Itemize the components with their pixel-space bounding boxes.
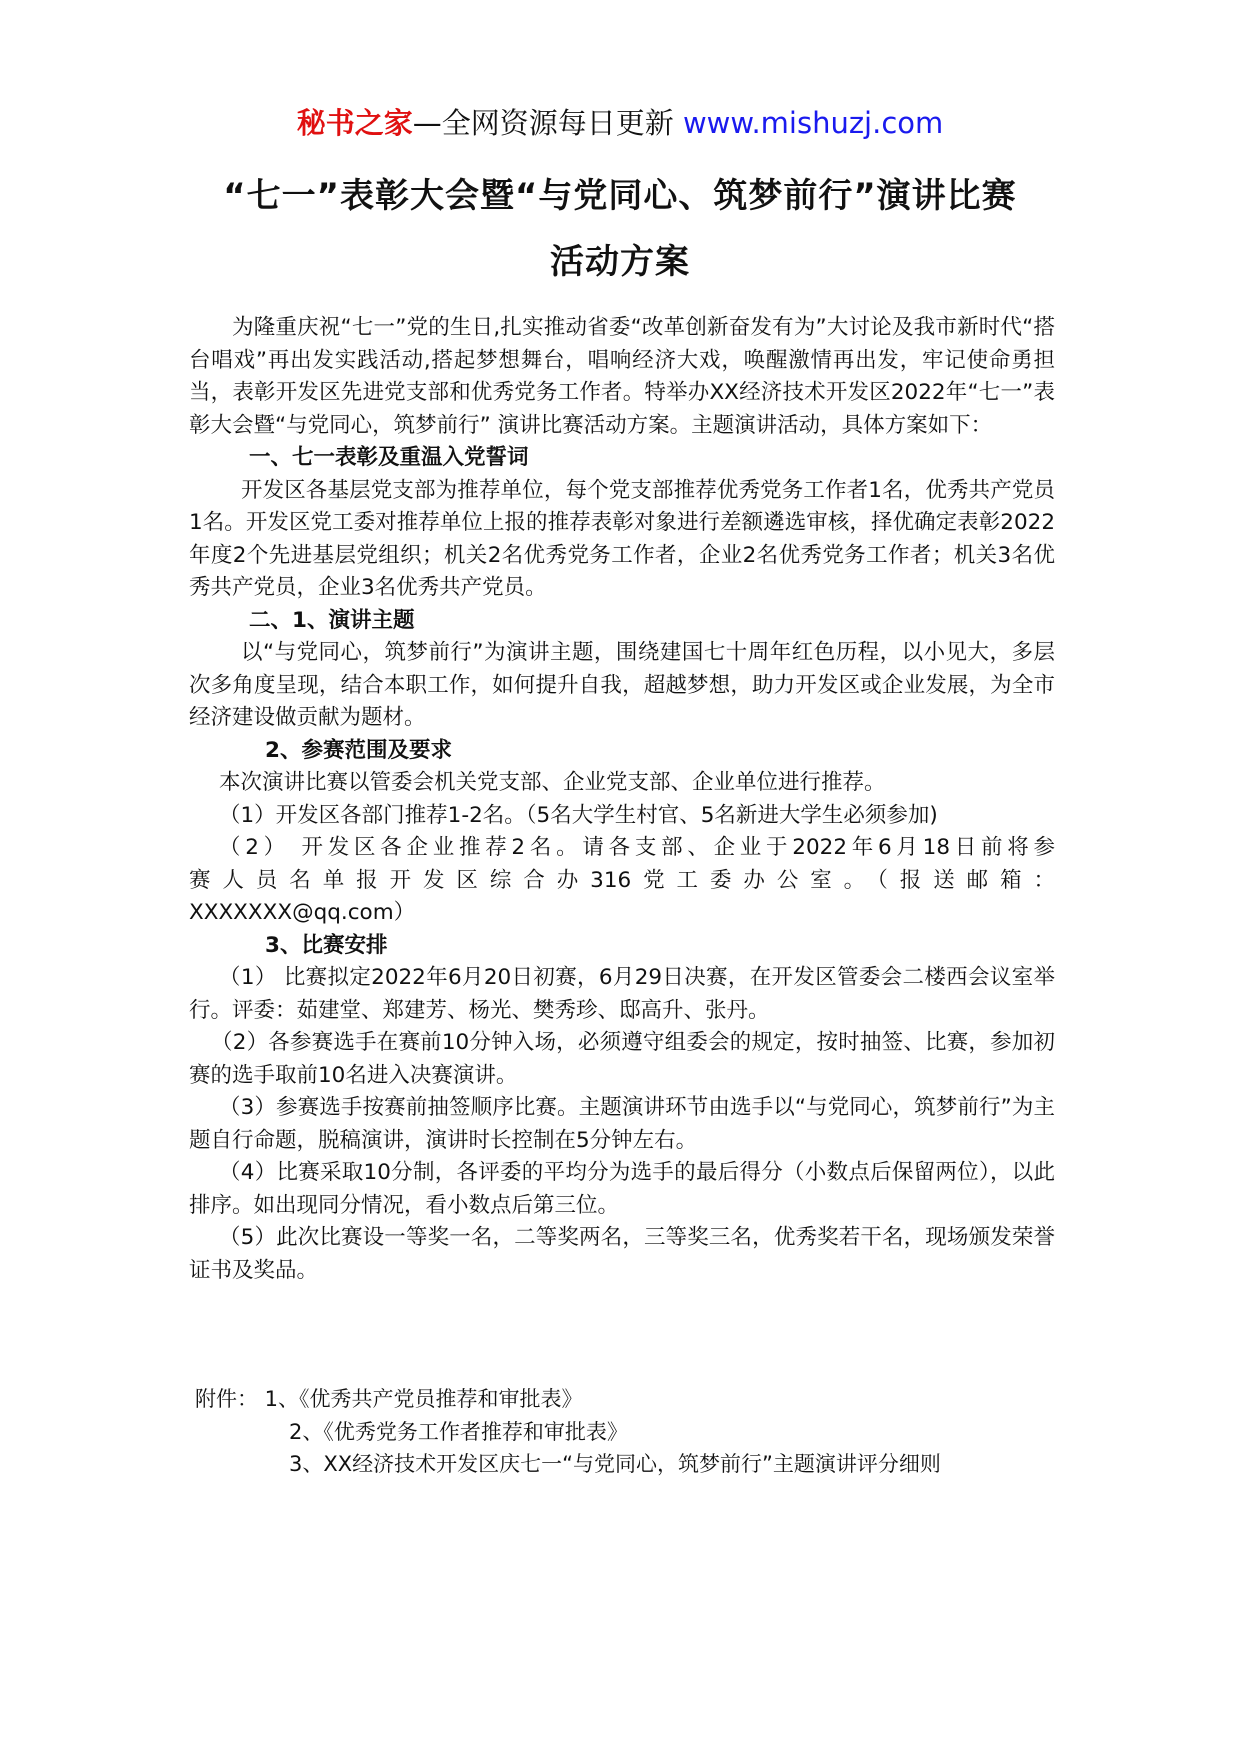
subsection2-item-line: XXXXXXX@qq.com） [189,900,416,925]
subsection2-item-line: （2） 开发区各企业推荐2名。请各支部、企业于2022年6月18日前将参 [219,835,1055,860]
schedule-item: （4）比赛采取10分制，各评委的平均分为选手的最后得分（小数点后保留两位），以此排序。如出现同分情况，看小数点后第三位。 [189,1160,1055,1218]
document-title: “七一”表彰大会暨“与党同心、筑梦前行”演讲比赛 [223,176,1017,216]
subsection2-item-line: 赛人员名单报开发区综合办316党工委办公室。（报送邮箱： [189,867,1055,893]
section2-heading: 二、1、演讲主题 [249,607,415,633]
schedule-item: （1） 比赛拟定2022年6月20日初赛，6月29日决赛，在开发区管委会二楼西会议室举行。评委：茹建堂、郑建芳、杨光、樊秀珍、邸高升、张丹。 [189,965,1055,1023]
site-header [0,103,1240,143]
subsection2-paragraph: 本次演讲比赛以管委会机关党支部、企业党支部、企业单位进行推荐。 [219,770,886,795]
site-url[interactable]: www.mishuzj.com [682,106,944,140]
attachment-item: 2、《优秀党务工作者推荐和审批表》 [289,1419,628,1444]
document-body [189,312,1055,1287]
schedule-item: （3）参赛选手按赛前抽签顺序比赛。主题演讲环节由选手以“与党同心，筑梦前行”为主题自行命题，脱稿演讲，演讲时长控制在5分钟左右。 [189,1095,1055,1153]
header-tagline: —全网资源每日更新 [412,106,683,140]
schedule-item: （2）各参赛选手在赛前10分钟入场，必须遵守组委会的规定，按时抽签、比赛，参加初赛的选手取前10名进入决赛演讲。 [189,1030,1055,1088]
subsection2-item: （1）开发区各部门推荐1-2名。（5名大学生村官、5名新进大学生必须参加) [219,802,938,828]
attachments [195,1383,941,1481]
attachments-label: 附件： [195,1387,258,1411]
intro-paragraph: 为隆重庆祝“七一”党的生日,扎实推动省委“改革创新奋发有为”大讨论及我市新时代“搭台唱戏”再出发实践活动,搭起梦想舞台，唱响经济大戏，唤醒激情再出发，牢记使命勇担当，表彰开发区先进党支部和优秀党务工作者。特举办XX经济技术开发区2022年“七一”表彰大会暨“与党同心，筑梦前行” 演讲比赛活动方案。主题演讲活动，具体方案如下： [189,315,1055,438]
section1-paragraph: 开发区各基层党支部为推荐单位，每个党支部推荐优秀党务工作者1名，优秀共产党员1名。开发区党工委对推荐单位上报的推荐表彰对象进行差额遴选审核，择优确定表彰2022年度2个先进基层党组织；机关2名优秀党务工作者，企业2名优秀党务工作者；机关3名优秀共产党员，企业3名优秀共产党员。 [189,477,1055,600]
attachment-item: 3、XX经济技术开发区庆七一“与党同心，筑梦前行”主题演讲评分细则 [289,1452,941,1476]
section1-heading: 一、七一表彰及重温入党誓词 [249,445,529,470]
subsection3-heading: 3、比赛安排 [265,932,388,958]
attachment-line [195,1383,941,1416]
section2-paragraph: 以“与党同心，筑梦前行”为演讲主题，围绕建国七十周年红色历程，以小见大，多层次多角度呈现，结合本职工作，如何提升自我，超越梦想，助力开发区或企业发展，为全市经济建设做贡献为题材。 [189,640,1055,730]
subsection2-heading: 2、参赛范围及要求 [265,737,452,763]
attachment-item: 1、《优秀共产党员推荐和审批表》 [258,1387,583,1411]
document-title-line2: 活动方案 [550,242,690,282]
brand-name: 秘书之家 [296,106,413,140]
schedule-item: （5）此次比赛设一等奖一名，二等奖两名，三等奖三名，优秀奖若干名，现场颁发荣誉证书及奖品。 [189,1225,1055,1283]
